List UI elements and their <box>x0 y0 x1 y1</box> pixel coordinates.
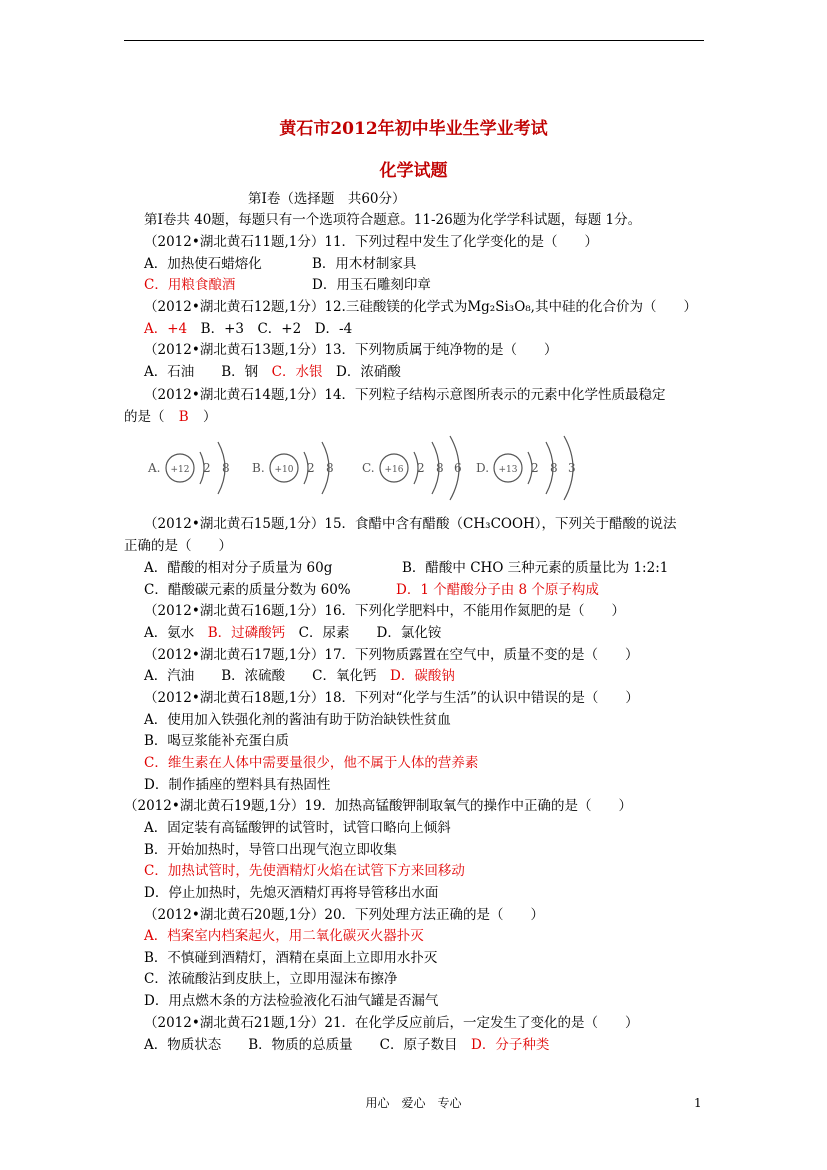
q18-option-b: B．喝豆浆能补充蛋白质 <box>144 733 289 749</box>
atom-d-shell-1: 2 <box>531 461 539 475</box>
atom-b-shell-2: 8 <box>326 461 334 475</box>
q17-options <box>144 667 455 685</box>
q16-stem: （2012•湖北黄石16题,1分）16．下列化学肥料中，不能用作氮肥的是（ ） <box>144 603 626 619</box>
atom-diagram-a <box>147 442 230 494</box>
q11-option-d: D．用玉石雕刻印章 <box>312 277 431 293</box>
page-footer: 用心 爱心 专心 <box>365 1096 462 1110</box>
q11-stem: （2012•湖北黄石11题,1分）11．下列过程中发生了化学变化的是（ ） <box>144 234 599 250</box>
q11-option-b: B．用木材制家具 <box>312 256 417 272</box>
q16-option-cd: C．尿素 D．氯化铵 <box>285 625 442 641</box>
atom-c-label: C. <box>362 461 375 475</box>
q13-option-d: D．浓硝酸 <box>322 364 401 380</box>
q11-option-a: A．加热使石蜡熔化 <box>144 256 262 272</box>
q17-option-abc: A．汽油 B．浓硫酸 C．氧化钙 <box>144 668 390 684</box>
q20-option-b: B．不慎碰到酒精灯，酒精在桌面上立即用水扑灭 <box>144 950 438 966</box>
q14-answer: B <box>178 409 189 425</box>
q13-option-ab: A．石油 B．钢 <box>144 364 272 380</box>
q18-option-c: C．维生素在人体中需要量很少，他不属于人体的营养素 <box>144 755 479 771</box>
q17-option-d: D．碳酸钠 <box>390 668 455 684</box>
q13-stem: （2012•湖北黄石13题,1分）13．下列物质属于纯净物的是（ ） <box>144 342 558 358</box>
q11-option-c: C．用粮食酿酒 <box>144 277 236 293</box>
atom-d-shell-2: 8 <box>550 461 558 475</box>
q21-option-abc: A．物质状态 B．物质的总质量 C．原子数目 <box>144 1037 471 1053</box>
section-heading: 第Ⅰ卷（选择题 共60分） <box>248 191 406 207</box>
q19-option-b: B．开始加热时，导管口出现气泡立即收集 <box>144 842 397 858</box>
q18-option-a: A．使用加入铁强化剂的酱油有助于防治缺铁性贫血 <box>144 712 451 728</box>
atom-a-label: A. <box>148 461 161 475</box>
q15-option-c: C．醋酸碳元素的质量分数为 60% <box>144 582 351 598</box>
atom-a-shell-2: 8 <box>222 461 230 475</box>
q20-option-c: C．浓硫酸沾到皮肤上，立即用湿沫布擦净 <box>144 971 398 987</box>
atom-a-nucleus: +12 <box>170 465 190 475</box>
atom-c-nucleus: +16 <box>384 465 404 475</box>
atom-c-shell-1: 2 <box>417 461 425 475</box>
q16-option-b: B．过磷酸钙 <box>207 625 286 641</box>
q15-option-a: A．醋酸的相对分子质量为 60g <box>144 560 333 576</box>
q21-options <box>144 1036 549 1054</box>
atom-d-shell-3: 3 <box>568 461 576 475</box>
atom-b-nucleus: +10 <box>274 465 294 475</box>
atom-diagram-d <box>476 436 576 500</box>
q13-options <box>144 363 401 381</box>
atom-c-shell-2: 8 <box>436 461 444 475</box>
q19-option-a: A．固定装有高锰酸钾的试管时，试管口略向上倾斜 <box>144 820 451 836</box>
atom-b-shell-1: 2 <box>307 461 315 475</box>
q15-option-d: D．1 个醋酸分子由 8 个原子构成 <box>396 582 599 598</box>
q17-stem: （2012•湖北黄石17题,1分）17．下列物质露置在空气中，质量不变的是（ ） <box>144 647 639 663</box>
q14-stem: （2012•湖北黄石14题,1分）14．下列粒子结构示意图所表示的元素中化学性质最稳定 <box>144 387 666 403</box>
atom-b-label: B. <box>252 461 265 475</box>
q14-stem-prefix: 的是（ <box>124 409 165 425</box>
q15-stem-cont: 正确的是（ ） <box>124 538 232 554</box>
q12-stem: （2012•湖北黄石12题,1分）12.三硅酸镁的化学式为Mg₂Si₃O₈,其中硅的化合价为（ ） <box>144 299 697 315</box>
q21-option-d: D．分子种类 <box>471 1037 550 1053</box>
q20-option-d: D．用点燃木条的方法检验液化石油气罐是否漏气 <box>144 993 439 1009</box>
q12-options <box>144 320 352 338</box>
q19-option-d: D．停止加热时，先熄灭酒精灯再将导管移出水面 <box>144 885 439 901</box>
q16-options <box>144 624 441 642</box>
atomic-structure-diagrams <box>140 428 600 508</box>
q18-stem: （2012•湖北黄石18题,1分）18．下列对“化学与生活”的认识中错误的是（ ） <box>144 690 639 706</box>
q12-option-a: A．+4 <box>144 321 188 337</box>
exam-subtitle: 化学试题 <box>379 161 448 181</box>
atom-c-shell-3: 6 <box>454 461 462 475</box>
q15-stem: （2012•湖北黄石15题,1分）15．食醋中含有醋酸（CH₃COOH），下列关于醋酸的说法 <box>144 516 677 532</box>
q20-stem: （2012•湖北黄石20题,1分）20．下列处理方法正确的是（ ） <box>144 907 545 923</box>
q14-stem-suffix: ） <box>203 409 217 425</box>
q21-stem: （2012•湖北黄石21题,1分）21．在化学反应前后，一定发生了变化的是（ ） <box>144 1015 639 1031</box>
atom-d-label: D. <box>476 461 490 475</box>
exam-title: 黄石市2012年初中毕业生学业考试 <box>279 119 548 139</box>
q19-stem: （2012•湖北黄石19题,1分）19．加热高锰酸钾制取氧气的操作中正确的是（ ） <box>124 798 633 814</box>
q14-stem-cont <box>124 408 217 426</box>
atom-d-nucleus: +13 <box>498 465 518 475</box>
q19-option-c: C．加热试管时，先使酒精灯火焰在试管下方来回移动 <box>144 863 465 879</box>
q13-option-c: C．水银 <box>271 364 323 380</box>
q12-other-options: B．+3 C．+2 D．-4 <box>187 321 353 337</box>
header-rule <box>124 40 704 41</box>
q15-option-b: B．醋酸中 CHO 三种元素的质量比为 1:2:1 <box>402 560 669 576</box>
page-number: 1 <box>694 1096 702 1110</box>
instructions: 第Ⅰ卷共 40题，每题只有一个选项符合题意。11-26题为化学学科试题，每题 1分。 <box>144 212 642 228</box>
q18-option-d: D．制作插座的塑料具有热固性 <box>144 777 331 793</box>
q20-option-a: A．档案室内档案起火，用二氧化碳灭火器扑灭 <box>144 928 424 944</box>
atom-a-shell-1: 2 <box>203 461 211 475</box>
q16-option-a: A．氨水 <box>144 625 208 641</box>
atom-diagram-c <box>362 436 462 500</box>
atom-diagram-b <box>252 442 334 494</box>
